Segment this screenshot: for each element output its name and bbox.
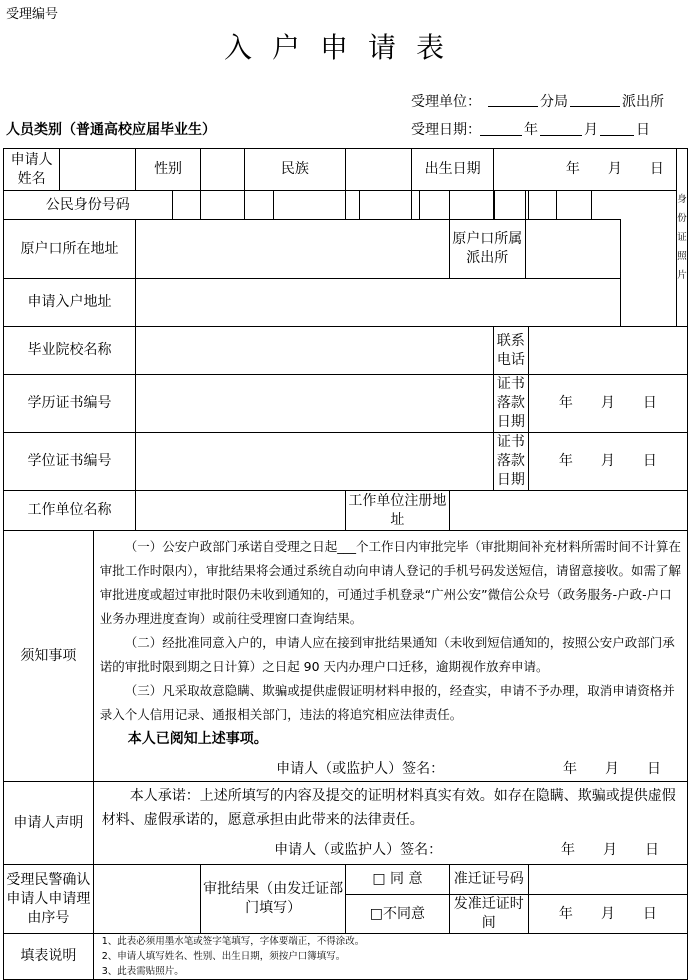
permit-time-field[interactable]: 年 月 日 [528,895,687,934]
fill-note: 1、此表必须用墨水笔或签字笔填写，字体要端正，不得涂改。 [101,936,365,947]
application-form-table [3,148,688,980]
notice-item-1: （一）公安户政部门承诺自受理之日起___个工作日内审批完毕（审批期间补充材料所需时间不计算在审批工作时限内），审批结果将会通过系统自动向申请人登记的手机号码发送短信，请留意接收。如需了解审批进度或超过审批时限仍未收到通知的，可通过手机登录“广州公安”微信公众号（政务服务-户政-户口业务办理进度查询）或前往受理窗口查询结果。 [99,539,681,626]
officer-confirm-label: 受理民警确认申请人申请理由序号 [4,865,94,934]
school-name-field[interactable] [136,327,494,375]
original-address-label: 原户口所在地址 [4,220,136,279]
name-label: 申请人姓名 [4,149,60,191]
notice-label: 须知事项 [4,531,94,782]
permit-time-label: 发准迁证时间 [449,895,528,934]
degree-number-label: 学位证书编号 [4,433,136,491]
degree-date-field[interactable]: 年 月 日 [528,433,687,491]
date-month-label: 月 [584,122,598,138]
unit-branch-underline[interactable] [488,106,538,107]
id-digit-cell[interactable] [420,191,450,220]
officer-confirm-field[interactable] [93,865,200,934]
notice-acknowledgement: 本人已阅知上述事项。 [127,731,268,747]
original-station-field[interactable] [525,220,620,279]
notice-signature-line [100,757,681,781]
diploma-number-field[interactable] [136,375,494,433]
declaration-signature-line [102,838,679,862]
id-digit-cell[interactable] [449,191,493,220]
approval-result-label: 审批结果（由发迁证部门填写） [201,865,346,934]
id-digit-cell[interactable] [201,191,244,220]
permit-number-field[interactable] [528,865,687,895]
id-digit-cell[interactable] [274,191,346,220]
id-digit-cell[interactable] [172,191,201,220]
date-year-underline[interactable] [480,135,522,136]
gender-field[interactable] [201,149,244,191]
diploma-date-label: 证书落款日期 [494,375,529,433]
branch-label: 分局 [540,94,568,110]
permit-number-label: 准迁证号码 [449,865,528,895]
fill-instructions-label: 填表说明 [4,934,94,980]
employer-name-field[interactable] [136,491,346,531]
fill-instructions-content [93,934,687,980]
ethnicity-label: 民族 [244,149,346,191]
degree-number-field[interactable] [136,433,494,491]
declaration-signature-label: 申请人（或监护人）签名： [274,842,443,858]
birth-date-label: 出生日期 [412,149,494,191]
employer-name-label: 工作单位名称 [4,491,136,531]
fill-note: 2、申请人填写姓名、性别、出生日期，须按户口簿填写。 [101,951,346,962]
declaration-text: 本人承诺：上述所填写的内容及提交的证明材料真实有效。如存在隐瞒、欺骗或提供虚假材料、虚假承诺的，愿意承担由此带来的法律责任。 [101,788,676,828]
id-digit-cell[interactable] [359,191,411,220]
unit-label: 受理单位： [411,94,481,110]
declaration-content [93,782,687,865]
id-digit-cell[interactable] [412,191,420,220]
ethnicity-field[interactable] [346,149,412,191]
employer-address-field[interactable] [449,491,687,531]
apply-address-label: 申请入户地址 [4,279,136,327]
fill-note: 3、此表需贴照片。 [101,966,184,977]
phone-label: 联系电话 [494,327,529,375]
notice-content [93,531,687,782]
station-label: 派出所 [622,94,664,110]
unit-station-underline[interactable] [570,106,620,107]
person-category: 人员类别（普通高校应届毕业生） [6,122,216,138]
date-year-label: 年 [524,122,538,138]
notice-item-2: （二）经批准同意入户的，申请人应在接到审批结果通知（未收到短信通知的，按照公安户政部门承诺的审批时限到期之日计算）之日起 90 天内办理户口迁移，逾期视作放弃申请。 [99,635,675,674]
id-digit-cell[interactable] [346,191,360,220]
date-day-underline[interactable] [600,135,634,136]
id-digit-cell[interactable] [557,191,592,220]
id-digit-cell[interactable] [528,191,557,220]
date-month-underline[interactable] [540,135,582,136]
diploma-number-label: 学历证书编号 [4,375,136,433]
phone-field[interactable] [528,327,687,375]
id-digit-cell[interactable] [495,191,526,220]
disagree-checkbox[interactable]: □不同意 [346,895,450,934]
school-name-label: 毕业院校名称 [4,327,136,375]
name-field[interactable] [60,149,136,191]
date-label: 受理日期： [411,122,481,138]
form-title: 入户申请表 [223,31,464,64]
declaration-label: 申请人声明 [4,782,94,865]
employer-address-label: 工作单位注册地址 [346,491,450,531]
id-number-label: 公民身份号码 [4,191,173,220]
id-digit-cell[interactable] [244,191,274,220]
diploma-date-field[interactable]: 年 月 日 [528,375,687,433]
date-day-label: 日 [636,122,650,138]
apply-address-field[interactable] [136,279,621,327]
original-address-field[interactable] [136,220,450,279]
id-photo-box[interactable]: 身份证照片 [676,149,687,327]
receipt-number-label: 受理编号 [6,7,59,22]
degree-date-label: 证书落款日期 [494,433,529,491]
original-station-label: 原户口所属派出所 [449,220,525,279]
notice-signature-date[interactable]: 年 月 日 [563,761,661,777]
notice-signature-label: 申请人（或监护人）签名： [276,761,445,777]
notice-item-3: （三）凡采取故意隐瞒、欺骗或提供虚假证明材料申报的，经查实，申请不予办理，取消申请资格并录入个人信用记录、通报相关部门，违法的将追究相应法律责任。 [99,683,675,722]
birth-date-field[interactable]: 年 月 日 [494,149,677,191]
agree-checkbox[interactable]: □ 同 意 [346,865,450,895]
declaration-signature-date[interactable]: 年 月 日 [561,842,659,858]
gender-label: 性别 [136,149,201,191]
